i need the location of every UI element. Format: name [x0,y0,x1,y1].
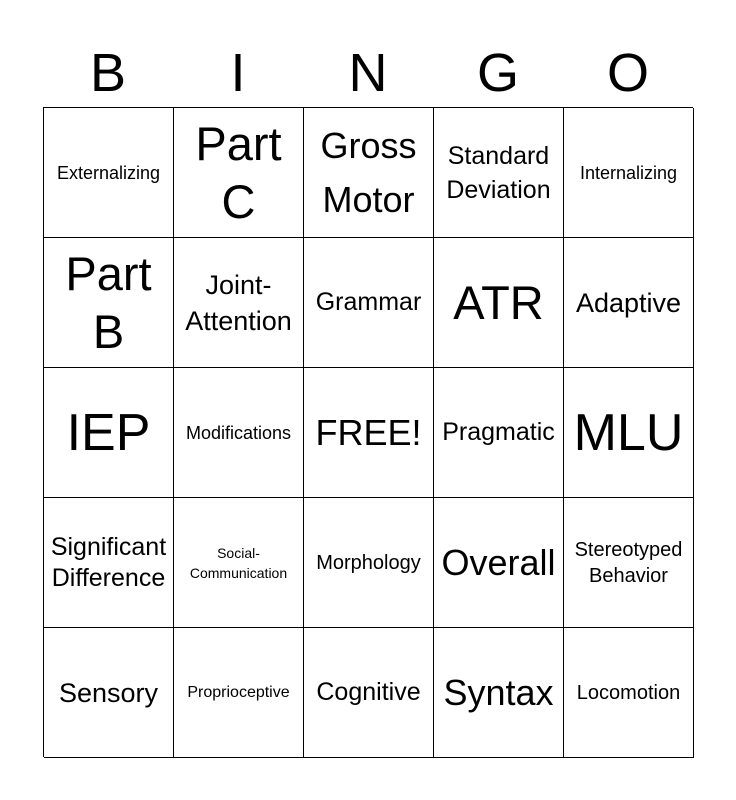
cell-label: Morphology [316,551,421,574]
header-letter-b: B [89,43,127,103]
cell-label: IEP [66,403,151,462]
cell-label: Part B [65,246,152,358]
cell-label: Stereotyped Behavior [574,538,683,587]
header-letter-n: N [348,43,388,103]
bingo-cell-r5c3[interactable] [304,628,434,758]
header-letter-o: O [606,43,649,103]
cell-label: Significant Difference [50,532,167,592]
header-letter-g: G [476,43,519,103]
cell-label: Locomotion [576,681,681,704]
cell-label: Proprioceptive [187,683,290,701]
cell-label: Gross Motor [320,124,417,220]
bingo-cell-r5c5[interactable] [564,628,694,758]
bingo-board [43,107,693,757]
bingo-cell-r5c2[interactable] [174,628,304,758]
cell-label: Overall [441,541,556,583]
bingo-cell-r4c5[interactable] [564,498,694,628]
cell-label: Cognitive [316,678,421,706]
cell-label: Modifications [185,422,292,443]
cell-label: Part C [195,116,282,228]
bingo-cell-r4c2[interactable] [174,498,304,628]
cell-label: Internalizing [579,162,678,183]
bingo-cell-free[interactable] [304,368,434,498]
cell-label: Standard Deviation [446,141,551,204]
header-letter-i: I [230,43,246,103]
bingo-cell-r2c1[interactable] [44,238,174,368]
bingo-cell-r3c1[interactable] [44,368,174,498]
cell-label: MLU [573,403,684,462]
bingo-cell-r3c4[interactable] [434,368,564,498]
bingo-header [43,40,693,106]
cell-label: Externalizing [56,162,161,183]
bingo-cell-r5c4[interactable] [434,628,564,758]
cell-label: ATR [453,275,544,329]
bingo-cell-r1c5[interactable] [564,108,694,238]
bingo-cell-r2c3[interactable] [304,238,434,368]
bingo-cell-r3c2[interactable] [174,368,304,498]
bingo-cell-r1c3[interactable] [304,108,434,238]
bingo-cell-r2c5[interactable] [564,238,694,368]
bingo-cell-r1c1[interactable] [44,108,174,238]
cell-label: Social- Communication [189,544,288,581]
cell-label: Joint- Attention [185,269,292,336]
cell-label: Syntax [443,671,554,713]
bingo-cell-r5c1[interactable] [44,628,174,758]
free-space-label: FREE! [315,411,422,453]
cell-label: Pragmatic [442,418,555,446]
cell-label: Sensory [58,677,159,708]
bingo-cell-r2c2[interactable] [174,238,304,368]
bingo-cell-r4c4[interactable] [434,498,564,628]
cell-label: Adaptive [575,287,682,318]
bingo-cell-r2c4[interactable] [434,238,564,368]
bingo-cell-r1c4[interactable] [434,108,564,238]
bingo-cell-r1c2[interactable] [174,108,304,238]
bingo-cell-r4c3[interactable] [304,498,434,628]
cell-label: Grammar [315,288,422,316]
bingo-cell-r4c1[interactable] [44,498,174,628]
bingo-cell-r3c5[interactable] [564,368,694,498]
